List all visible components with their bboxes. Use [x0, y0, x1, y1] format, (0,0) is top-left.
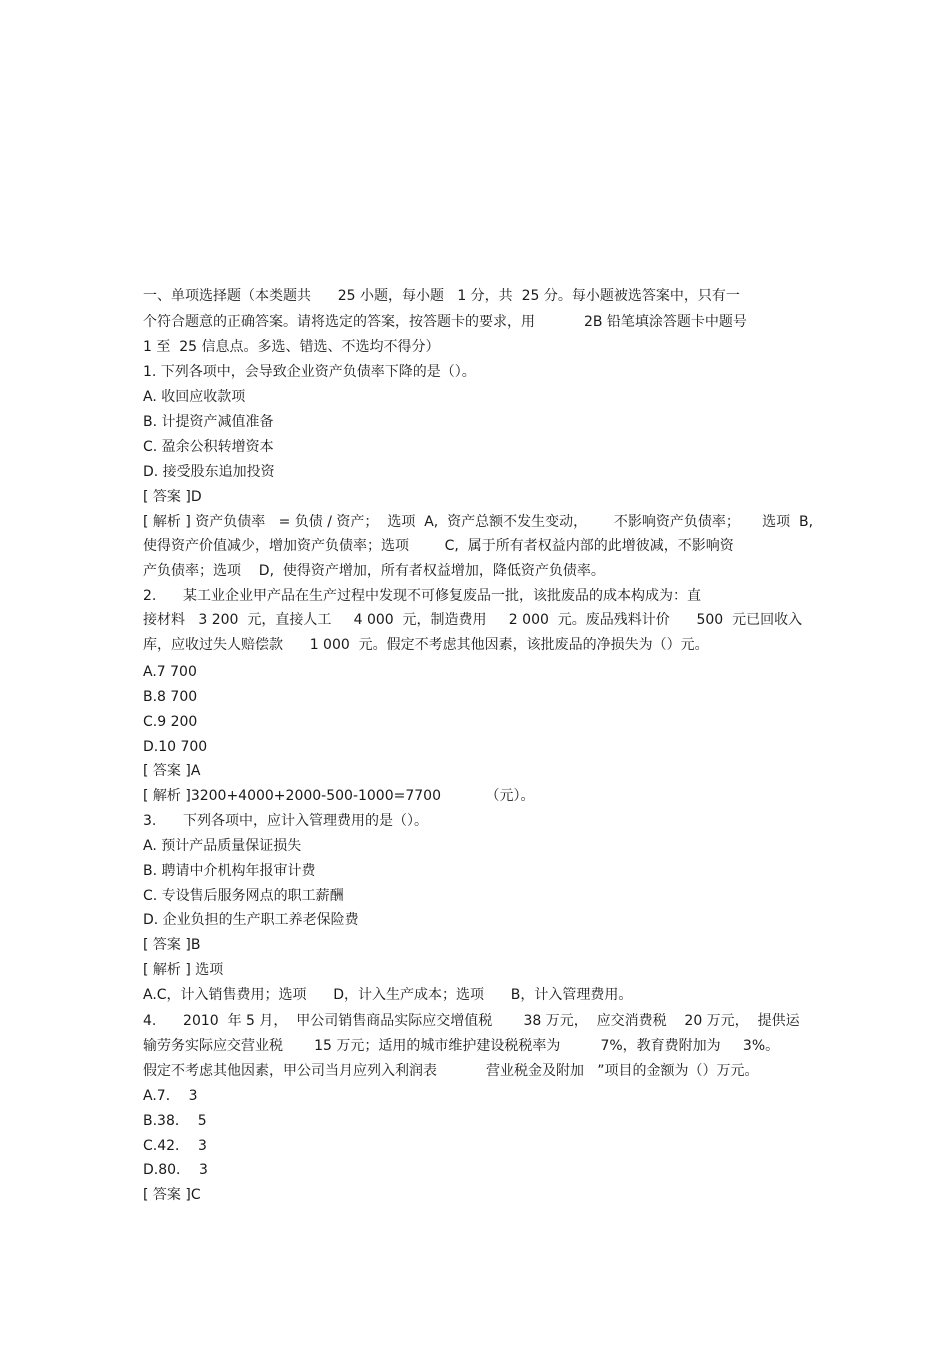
question-4-answer: [ 答案 ]C — [143, 1187, 201, 1203]
question-2-answer: [ 答案 ]A — [143, 763, 201, 779]
question-1-option-d: D. 接受股东追加投资 — [143, 464, 275, 480]
question-4-stem-line: 输劳务实际应交营业税 15 万元；适用的城市维护建设税税率为 7%，教育费附加为 3%。 — [143, 1038, 780, 1054]
question-2-option-a: A.7 700 — [143, 664, 197, 680]
question-1-option-a: A. 收回应收款项 — [143, 389, 246, 405]
question-1-answer: [ 答案 ]D — [143, 489, 202, 505]
question-4-stem-line: 4. 2010 年 5 月， 甲公司销售商品实际应交增值税 38 万元， 应交消费税 20 万元， 提供运 — [143, 1013, 800, 1029]
question-3-option-c: C. 专设售后服务网点的职工薪酬 — [143, 888, 344, 904]
question-2-option-c: C.9 200 — [143, 714, 198, 730]
question-4-stem-line: 假定不考虑其他因素，甲公司当月应列入利润表 营业税金及附加 ”项目的金额为（）万元。 — [143, 1063, 759, 1079]
question-3-option-a: A. 预计产品质量保证损失 — [143, 838, 302, 854]
section-intro-line: 1 至 25 信息点。多选、错选、不选均不得分） — [143, 339, 440, 355]
question-2-stem-line: 2. 某工业企业甲产品在生产过程中发现不可修复废品一批，该批废品的成本构成为：直 — [143, 588, 702, 604]
question-2-stem-line: 接材料 3 200 元，直接人工 4 000 元，制造费用 2 000 元。废品残料计价 500 元已回收入 — [143, 612, 803, 628]
question-3-stem: 3. 下列各项中，应计入管理费用的是（）。 — [143, 813, 429, 829]
question-1-option-c: C. 盈余公积转增资本 — [143, 439, 274, 455]
question-2-option-b: B.8 700 — [143, 689, 198, 705]
question-2-stem-line: 库，应收过失人赔偿款 1 000 元。假定不考虑其他因素，该批废品的净损失为（）元。 — [143, 637, 709, 653]
question-4-option-d: D.80． 3 — [143, 1162, 208, 1178]
question-1-stem: 1. 下列各项中，会导致企业资产负债率下降的是（）。 — [143, 364, 476, 380]
question-1-analysis-line: 使得资产价值减少，增加资产负债率；选项 C, 属于所有者权益内部的此增彼减，不影响资 — [143, 538, 734, 554]
question-3-analysis-line: A.C，计入销售费用；选项 D，计入生产成本；选项 B，计入管理费用。 — [143, 987, 633, 1003]
question-4-option-c: C.42． 3 — [143, 1138, 207, 1154]
question-4-option-a: A.7． 3 — [143, 1088, 198, 1104]
question-3-option-d: D. 企业负担的生产职工养老保险费 — [143, 912, 359, 928]
question-2-analysis: [ 解析 ]3200+4000+2000-500-1000=7700 （元）。 — [143, 788, 535, 804]
question-2-option-d: D.10 700 — [143, 739, 208, 755]
question-1-analysis-line: [ 解析 ] 资产负债率 = 负债 / 资产； 选项 A, 资产总额不发生变动， 不影响资产负债率； 选项 B, — [143, 514, 814, 530]
question-4-option-b: B.38． 5 — [143, 1113, 207, 1129]
section-intro-line: 一、单项选择题（本类题共 25 小题，每小题 1 分，共 25 分。每小题被选答案中，只有一 — [143, 288, 740, 304]
question-1-analysis-line: 产负债率；选项 D, 使得资产增加，所有者权益增加，降低资产负债率。 — [143, 563, 605, 579]
question-1-option-b: B. 计提资产减值准备 — [143, 414, 274, 430]
question-3-answer: [ 答案 ]B — [143, 937, 201, 953]
question-3-analysis-line: [ 解析 ] 选项 — [143, 962, 224, 978]
question-3-option-b: B. 聘请中介机构年报审计费 — [143, 863, 316, 879]
section-intro-line: 个符合题意的正确答案。请将选定的答案，按答题卡的要求，用 2B 铅笔填涂答题卡中题号 — [143, 314, 747, 330]
